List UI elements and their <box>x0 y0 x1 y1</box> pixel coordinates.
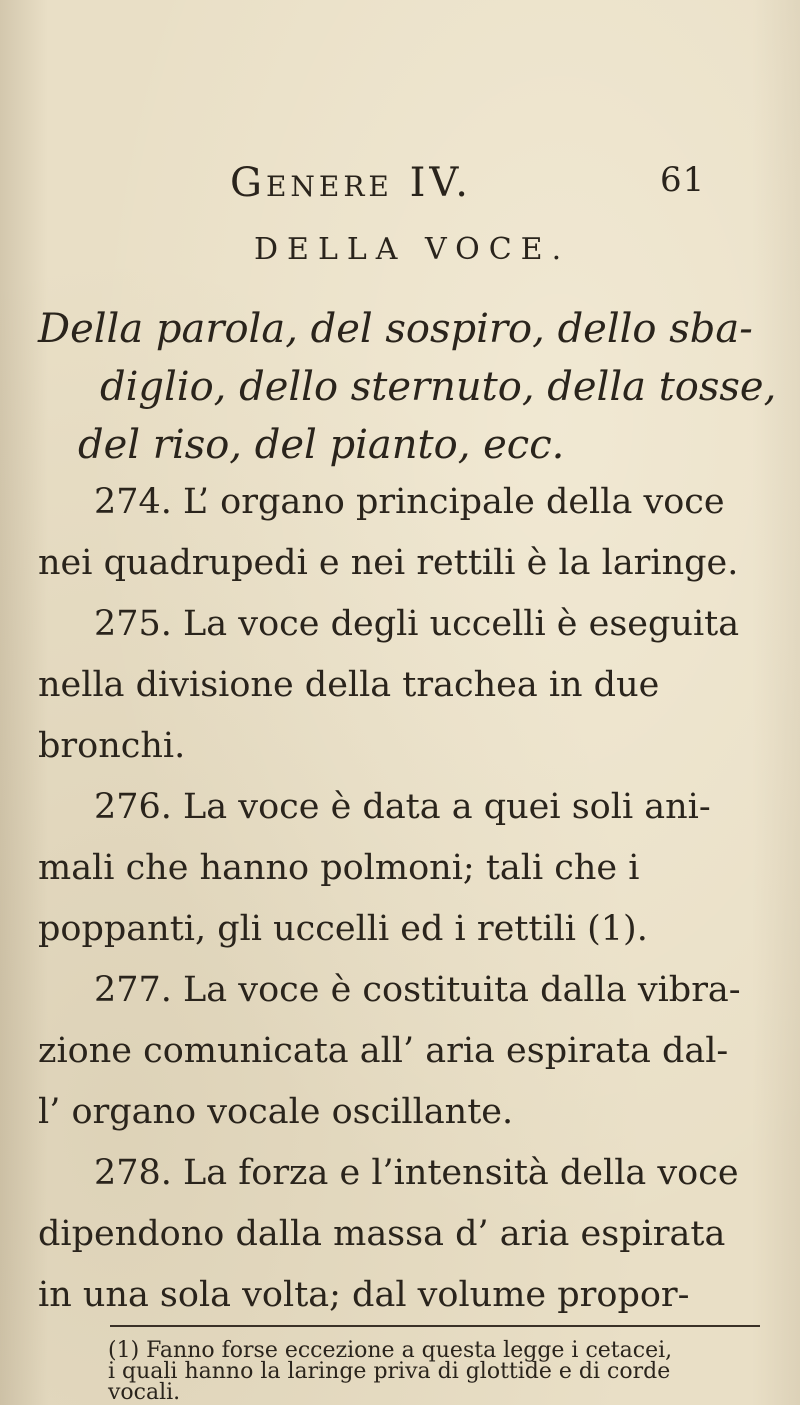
page-number: 61 <box>660 160 706 200</box>
paragraph-line: 276. La voce è data a quei soli ani- <box>94 787 711 827</box>
section-subtitle <box>38 300 777 474</box>
subtitle-line: diglio, dello sternuto, della tosse, <box>100 364 777 410</box>
paragraph-line: dipendono dalla massa d’ aria espirata <box>38 1214 726 1254</box>
footnote-line: vocali. <box>108 1380 181 1405</box>
paragraph-274 <box>38 472 768 594</box>
paragraph-line: l’ organo vocale oscillante. <box>38 1092 514 1132</box>
subtitle-line: Della parola, del sospiro, dello sba- <box>38 306 753 352</box>
paragraph-line: in una sola volta; dal volume propor- <box>38 1275 690 1315</box>
paragraph-276 <box>38 777 768 960</box>
subtitle-line: del riso, del pianto, ecc. <box>78 422 565 468</box>
paragraph-line: 275. La voce degli uccelli è eseguita <box>94 604 740 644</box>
paragraph-line: nei quadrupedi e nei rettili è la laringe. <box>38 543 739 583</box>
paragraph-line: nella divisione della trachea in due <box>38 665 660 705</box>
paragraph-line: zione comunicata all’ aria espirata dal- <box>38 1031 729 1071</box>
paragraph-275 <box>38 594 768 777</box>
paragraph-line: bronchi. <box>38 726 186 766</box>
paragraph-278 <box>38 1143 768 1326</box>
paragraph-line: poppanti, gli uccelli ed i rettili (1). <box>38 909 648 949</box>
footnote <box>108 1340 788 1403</box>
paragraph-line: 277. La voce è costituita dalla vibra- <box>94 970 741 1010</box>
section-heading: DELLA VOCE. <box>254 232 571 267</box>
paragraph-277 <box>38 960 768 1143</box>
paragraph-line: 278. La forza e l’intensità della voce <box>94 1153 739 1193</box>
footnote-line: (1) Fanno forse eccezione a questa legge i cetacei, <box>108 1338 673 1363</box>
footnote-line: i quali hanno la laringe priva di glottide e di corde <box>108 1359 671 1384</box>
paragraph-line: mali che hanno polmoni; tali che i <box>38 848 640 888</box>
genre-heading: Genere IV. <box>230 160 472 206</box>
paragraph-line: 274. L’ organo principale della voce <box>94 482 725 522</box>
footnote-rule <box>110 1325 760 1327</box>
